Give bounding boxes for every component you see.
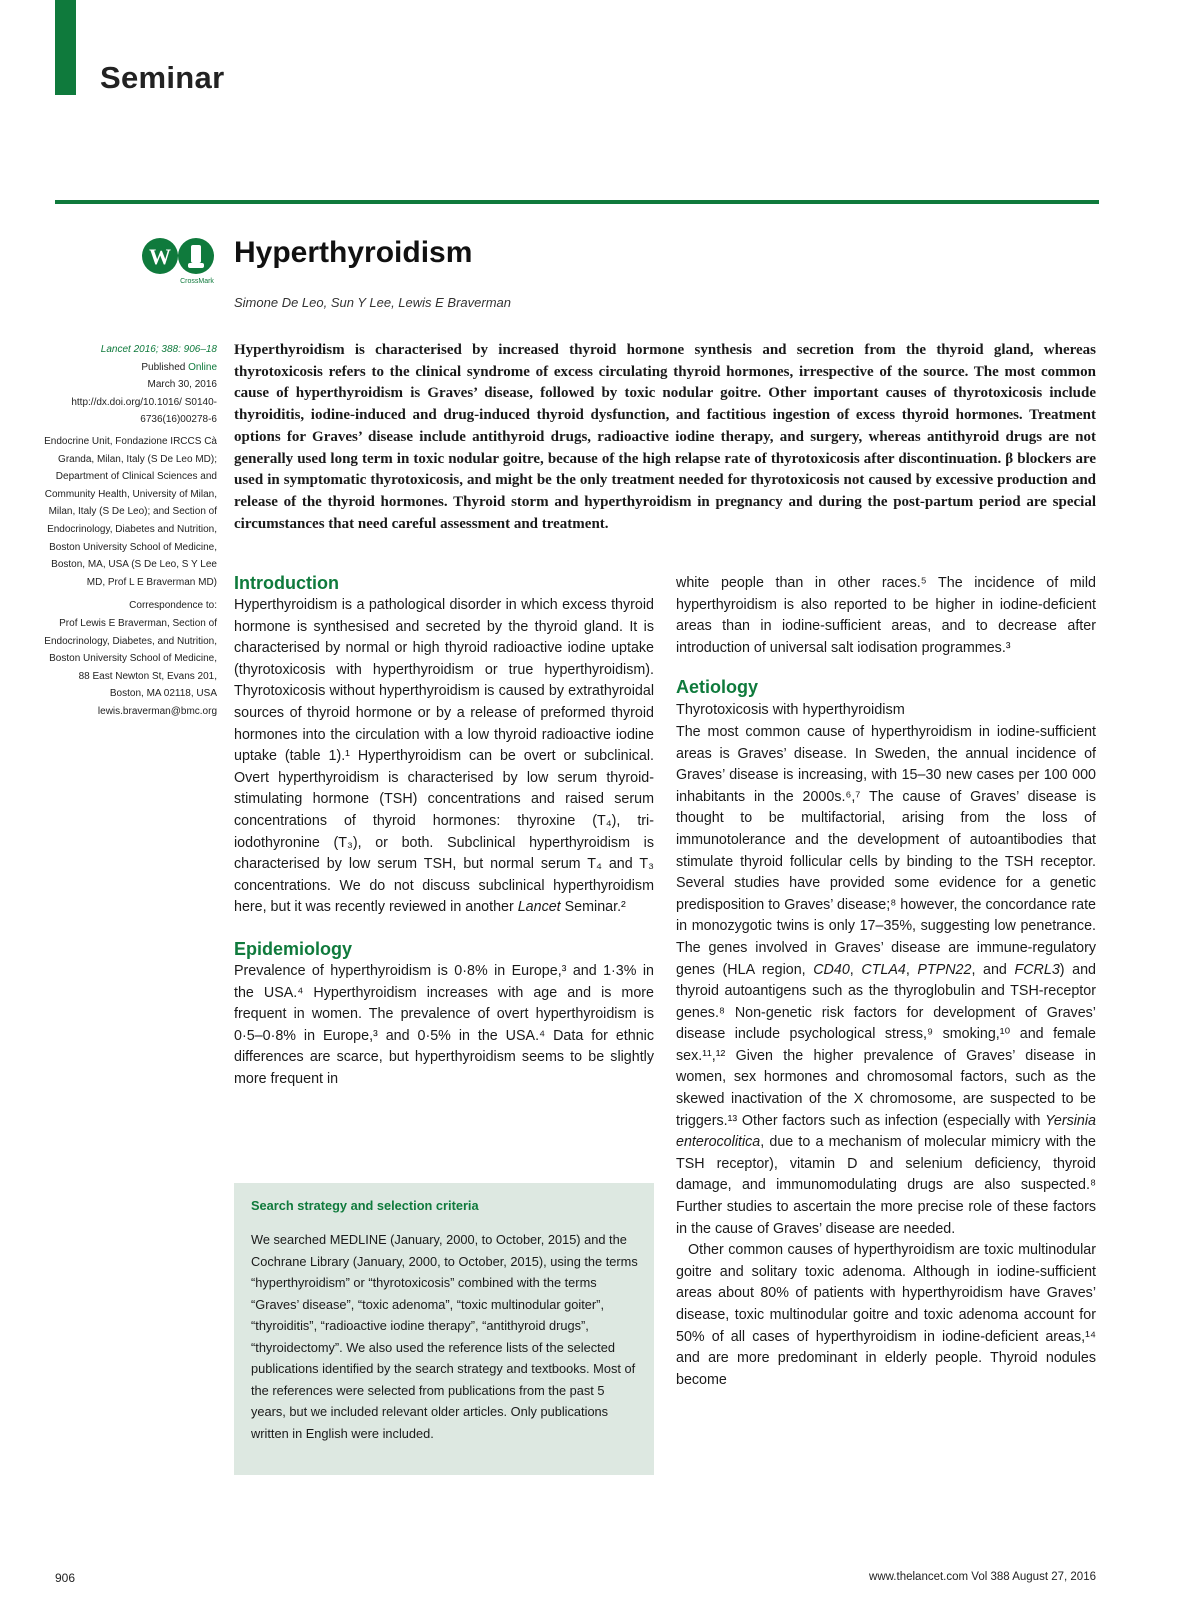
aetiology-paragraph-2: Other common causes of hyperthyroidism are toxic multinodular goitre and solitary toxic adenoma. Although in iodine-sufficient areas about 80% of patients with hyperthyroidism have Graves’ disease, toxic multinodular goitre and toxic adenoma account for 50% of all cases of hyperthyroidism in iodine-deficient areas,¹⁴ and are more predominant in elderly people. Thyroid nodules become <box>676 1242 1096 1388</box>
gene-cd40: CD40 <box>813 961 850 978</box>
left-column <box>234 571 654 1090</box>
intro-paragraph <box>234 595 654 919</box>
journal-footer[interactable]: www.thelancet.com Vol 388 August 27, 2016 <box>869 1571 1096 1583</box>
gene-ptpn22: PTPN22 <box>917 961 972 978</box>
aetiology-paragraph-1: The most common cause of hyperthyroidism in iodine-sufficient areas is Graves’ disease. In Sweden, the annual incidence of Graves’ disease is increasing, with 15–30 new cases per 100 000 inhabitants in the 2000s.⁶,⁷ The cause of Graves’ disease is thought to be multifactorial, arising from the loss of immunotolerance and the development of autoantibodies that stimulate thyroid follicular cells by binding to the TSH receptor. Several studies have provided some evidence for a genetic predisposition to Graves’ disease;⁸ however, the concordance rate in monozygotic twins is only 17–35%, suggesting low penetrance. The genes involved in Graves’ disease are immune-regulatory genes (HLA region, CD40, CTLA4, PTPN22, and FCRL3) and thyroid autoantigens such as the thyroglobulin and TSH-receptor genes.⁸ Non-genetic risk factors for development of Graves’ disease include psychological stress,⁹ smoking,¹⁰ and female sex.¹¹,¹² Given the higher prevalence of Graves’ disease in women, sex hormones and chromosomal factors, such as the skewed inactivation of the X chromosome, are suspected to be triggers.¹³ Other factors such as infection (especially with Yersinia enterocolitica, due to a mechanism of molecular mimicry with the TSH receptor), vitamin D and selenium deficiency, thyroid damage, and immunomodulating drugs are also suspected.⁸ Further studies to ascertain the more precise role of these factors in the cause of Graves’ disease are needed. <box>676 723 1096 1237</box>
gene-fcrl3: FCRL3 <box>1014 961 1060 978</box>
correspondence-label: Correspondence to: <box>129 600 217 612</box>
email-link[interactable]: lewis.braverman@bmc.org <box>97 705 217 717</box>
doi-link[interactable]: http://dx.doi.org/10.1016/ S0140-6736(16)00278-6 <box>71 396 217 426</box>
published-label: Published <box>141 361 186 373</box>
online-label: Online <box>188 361 217 373</box>
intro-text: Hyperthyroidism is a pathological disorder in which excess thyroid hormone is synthesised and secreted by the thyroid gland. It is characterised by normal or high thyroid radioactive iodine uptake (thyrotoxicosis with hyperthyroidism or true hyperthyroidism). Thyrotoxicosis without hyperthyroidism is caused by extrathyroidal sources of thyroid hormone or by a release of preformed thyroid hormones into the circulation with a low thyroid radioactive iodine uptake (table 1).¹ Hyperthyroidism can be overt or subclinical. Overt hyperthyroidism is characterised by low serum thyroid-stimulating hormone (TSH) concentrations and raised serum concentrations of thyroid hormones: thyroxine (T₄), tri-iodothyronine (T₃), or both. Subclinical hyperthyroidism is characterised by low serum TSH, but normal serum T₄ and T₃ concentrations. We do not discuss subclinical hyperthyroidism here, but it was recently reviewed in another <box>234 597 654 916</box>
citation: Lancet 2016; 388: 906–18 <box>100 344 217 355</box>
header-rule <box>55 200 1099 204</box>
search-strategy-text: We searched MEDLINE (January, 2000, to October, 2015) and the Cochrane Library (January, 2000, to October, 2015), using the terms “hyperthyroidism” or “thyrotoxicosis” combined with the terms “Graves’ disease”, “toxic adenoma”, “toxic multinodular goiter”, “thyroiditis”, “radioactive iodine therapy”, “antithyroid drugs”, “thyroidectomy”. We also used the reference lists of the selected publications identified by the search strategy and textbooks. Most of the references were selected from publications from the past 5 years, but we included relevant older articles. Only publications written in English were included. <box>251 1232 638 1441</box>
aetiology-text-a: The most common cause of hyperthyroidism in iodine-sufficient areas is Graves’ disease. In Sweden, the annual incidence of Graves’ disease is increasing, with 15–30 new cases per 100 000 inhabitants in the 2000s.⁶,⁷ The cause of Graves’ disease is thought to be multifactorial, arising from the loss of immunotolerance and the development of autoantibodies that stimulate thyroid follicular cells by binding to the TSH receptor. Several studies have provided some evidence for a genetic predisposition to Graves’ disease;⁸ however, the concordance rate in monozygotic twins is only 17–35%, suggesting low penetrance. The genes involved in Graves’ disease are immune-regulatory genes (HLA region, <box>676 723 1096 978</box>
svg-text:W: W <box>149 244 171 269</box>
page-number: 906 <box>55 1571 76 1585</box>
search-strategy-box <box>234 1183 654 1475</box>
section-color-bar <box>55 0 76 95</box>
aetiology-text-c: , due to a mechanism of molecular mimicry with the TSH receptor), vitamin D and selenium deficiency, thyroid damage, and immunomodulating drugs are also suspected.⁸ Further studies to ascertain the more precise role of these factors in the cause of Graves’ disease are needed. <box>676 1134 1096 1237</box>
article-info-sidebar <box>42 341 217 720</box>
subheading-thyrotoxicosis: Thyrotoxicosis with hyperthyroidism <box>676 702 905 719</box>
aetiology-text-b: ) and thyroid autoantigens such as the thyroglobulin and TSH-receptor genes.⁸ Non-genetic risk factors for development of Graves’ disease include psychological stress,⁹ smoking,¹⁰ and female sex.¹¹,¹² Given the higher prevalence of Graves’ disease in women, sex hormones and chromosomal factors, such as the skewed inactivation of the X chromosome, are suspected to be triggers.¹³ Other factors such as infection (especially with <box>676 961 1096 1129</box>
published-date: March 30, 2016 <box>147 379 217 391</box>
section-label: Seminar <box>100 60 225 95</box>
heading-epidemiology: Epidemiology <box>234 938 353 959</box>
crossmark-logo[interactable] <box>140 236 218 286</box>
article-title: Hyperthyroidism <box>234 236 473 269</box>
published-line <box>42 359 217 377</box>
affiliations: Endocrine Unit, Fondazione IRCCS Cà Granda, Milan, Italy (S De Leo MD); Department of Clinical Sciences and Community Health, University of Milan, Milan, Italy (S De Leo); and Section of Endocrinology, Diabetes and Nutrition, Boston University School of Medicine, Boston, MA, USA (S De Leo, S Y Lee MD, Prof L E Braverman MD) <box>44 435 217 588</box>
lancet-italic: Lancet <box>517 899 561 916</box>
correspondence-address: Prof Lewis E Braverman, Section of Endocrinology, Diabetes, and Nutrition, Boston University School of Medicine, 88 East Newton St, Evans 201, Boston, MA 02118, USA <box>44 617 217 700</box>
right-column <box>676 573 1096 1391</box>
epidemiology-paragraph: Prevalence of hyperthyroidism is 0·8% in Europe,³ and 1·3% in the USA.⁴ Hyperthyroidism increases with age and is more frequent in women. The prevalence of overt hyperthyroidism is 0·5–0·8% in Europe,³ and 0·5% in the USA.⁴ Data for ethnic differences are scarce, but hyperthyroidism seems to be slightly more frequent in <box>234 962 654 1087</box>
crossmark-label: CrossMark <box>180 278 214 285</box>
heading-aetiology: Aetiology <box>676 677 759 698</box>
search-strategy-title: Search strategy and selection criteria <box>251 1198 479 1213</box>
abstract: Hyperthyroidism is characterised by increased thyroid hormone synthesis and secretion from the thyroid gland, whereas thyrotoxicosis refers to the clinical syndrome of excess circulating thyroid hormones, irrespective of the source. The most common cause of hyperthyroidism is Graves’ disease, followed by toxic nodular goitre. Other important causes of thyrotoxicosis include thyroiditis, iodine-induced and drug-induced thyroid dysfunction, and factitious ingestion of excess thyroid hormones. Treatment options for Graves’ disease include antithyroid drugs, radioactive iodine therapy, and surgery, whereas antithyroid drugs are not generally used long term in toxic nodular goitre, because of the high relapse rate of thyrotoxicosis after discontinuation. β blockers are used in symptomatic thyrotoxicosis, and might be the only treatment needed for thyrotoxicosis not caused by excessive production and release of the thyroid hormones. Thyroid storm and hyperthyroidism in pregnancy and during the post-partum period are special circumstances that need careful assessment and treatment. <box>234 342 1096 532</box>
intro-text-end: Seminar.² <box>560 899 626 916</box>
gene-ctla4: CTLA4 <box>861 961 906 978</box>
author-list: Simone De Leo, Sun Y Lee, Lewis E Braverman <box>234 295 512 310</box>
epidemiology-continued: white people than in other races.⁵ The incidence of mild hyperthyroidism is also reported to be higher in iodine-deficient areas than in iodine-sufficient areas, and to decrease after introduction of universal salt iodisation programmes.³ <box>676 575 1096 656</box>
heading-introduction: Introduction <box>234 573 339 593</box>
organism-name: Yersinia enterocolitica <box>676 1112 1096 1151</box>
